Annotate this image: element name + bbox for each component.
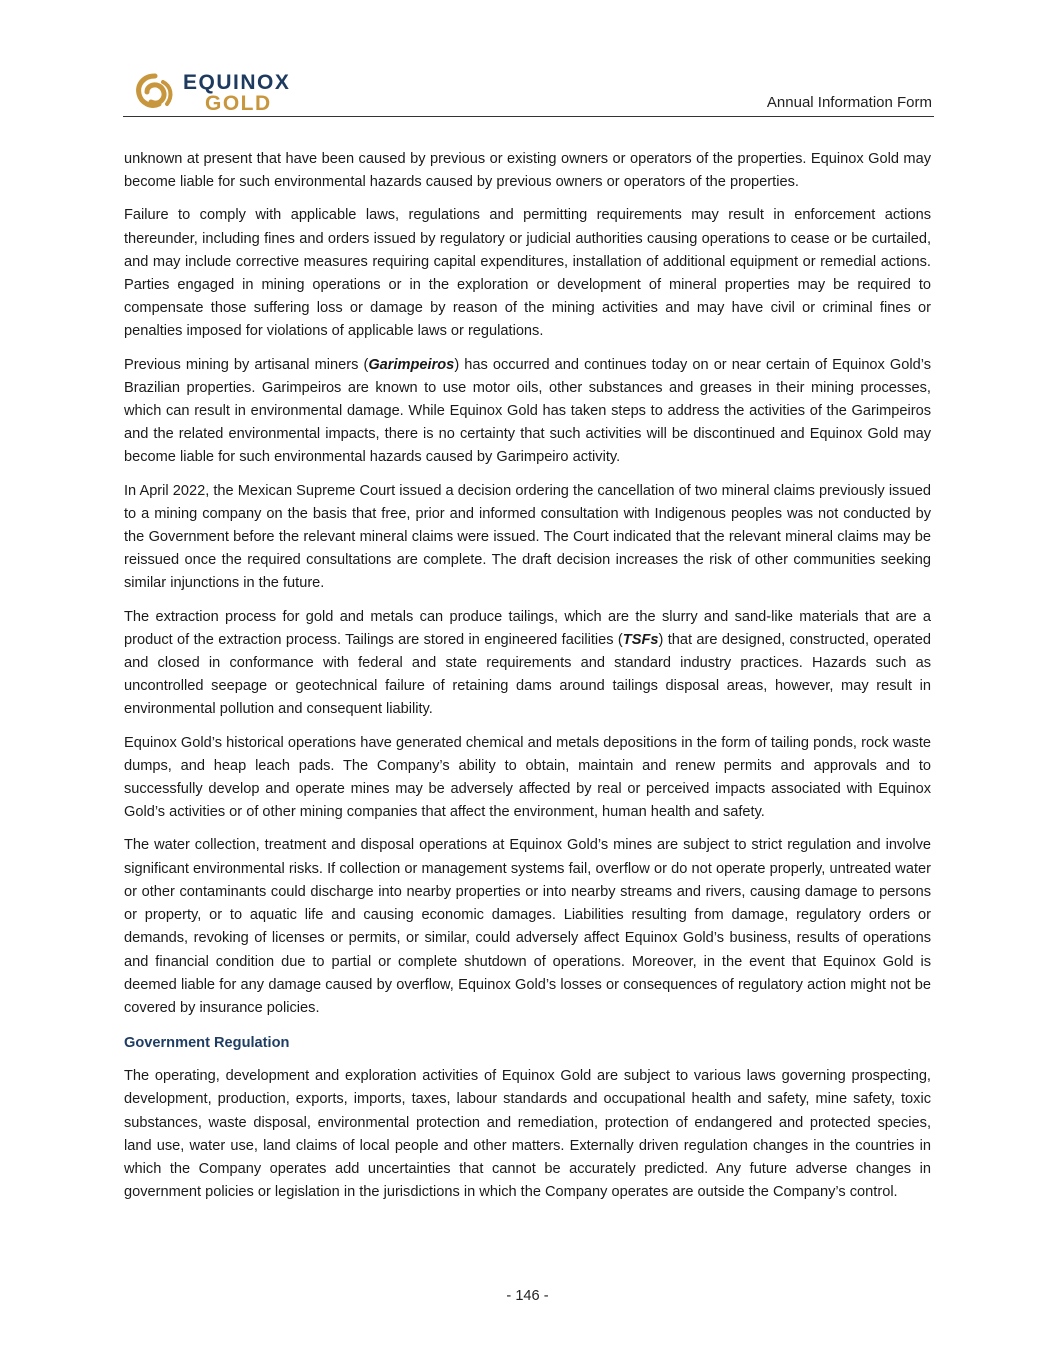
- logo-text-equinox: EQUINOX: [183, 71, 291, 94]
- section-heading-government-regulation: Government Regulation: [124, 1035, 290, 1052]
- document-title: Annual Information Form: [766, 94, 932, 111]
- paragraph-3-part-a: Previous mining by artisanal miners (: [124, 356, 369, 373]
- defined-term-tsfs: TSFs: [622, 631, 659, 648]
- page-header: [123, 70, 934, 117]
- paragraph-3-part-b: ) has occurred and continues today on or near certain of Equinox Gold’s Brazilian properties. Garimpeiros are known to use motor oils, other substances and greases in their mining processes, which can result in environmental damage. While Equinox Gold has taken steps to address the activities of the Garimpeiros and the related environmental impacts, there is no certainty that such activities will be discontinued and Equinox Gold may become liable for such environmental hazards caused by Garimpeiro activity.: [124, 356, 932, 466]
- logo-text-gold: GOLD: [205, 92, 272, 115]
- defined-term-garimpeiros: Garimpeiros: [368, 356, 455, 373]
- logo-swirl-icon: [133, 72, 177, 114]
- paragraph-7: The water collection, treatment and disposal operations at Equinox Gold’s mines are subject to strict regulation and involve significant environmental risks. If collection or management systems fail, overflow or do not operate properly, untreated water or other contaminants could discharge into nearby properties or into nearby streams and rivers, causing damage to persons or property, or to aquatic life and causing economic damages. Liabilities resulting from damage, regulatory orders or demands, revoking of licenses or permits, or similar, could adversely affect Equinox Gold’s business, results of operations and financial condition due to partial or complete shutdown of operations. Moreover, in the event that Equinox Gold is deemed liable for any damage caused by overflow, Equinox Gold’s losses or consequences of regulatory action might not be covered by insurance policies.: [124, 837, 931, 1016]
- paragraph-1: unknown at present that have been caused by previous or existing owners or operators of the properties. Equinox Gold may become liable for such environmental hazards caused by previous owners or operators of the properties.: [124, 151, 931, 191]
- paragraph-5-part-a: The extraction process for gold and metals can produce tailings, which are the slurry and sand-like materials that are a product of the extraction process. Tailings are stored in engineered facilities (: [124, 608, 931, 648]
- equinox-gold-logo: [133, 72, 303, 114]
- paragraph-6: Equinox Gold’s historical operations have generated chemical and metals depositions in the form of tailing ponds, rock waste dumps, and heap leach pads. The Company’s ability to obtain, maintain and renew permits and approvals and to successfully develop and operate mines may be adversely affected by real or perceived impacts associated with Equinox Gold’s activities or of other mining companies that affect the environment, human health and safety.: [124, 734, 931, 821]
- page-number: - 146 -: [506, 1288, 549, 1304]
- paragraph-3: [124, 354, 931, 470]
- paragraph-5-part-b: ) that are designed, constructed, operated and closed in conformance with federal and state requirements and standard industry practices. Hazards such as uncontrolled seepage or geotechnical failure of retaining dams around tailings disposal areas, however, may result in environmental pollution and consequent liability.: [124, 631, 932, 718]
- paragraph-8: The operating, development and exploration activities of Equinox Gold are subject to various laws governing prospecting, development, production, exports, imports, taxes, labour standards and occupational health and safety, mine safety, toxic substances, waste disposal, environmental protection and remediation, protection of endangered and protected species, land use, water use, land claims of local people and other matters. Externally driven regulation changes in the countries in which the Company operates add uncertainties that cannot be accurately predicted. Any future adverse changes in government policies or legislation in the jurisdictions in which the Company operates are outside the Company’s control.: [124, 1068, 931, 1201]
- paragraph-5: [124, 606, 931, 722]
- paragraph-4: In April 2022, the Mexican Supreme Court issued a decision ordering the cancellation of two mineral claims previously issued to a mining company on the basis that free, prior and informed consultation with Indigenous peoples was not conducted by the Government before the relevant mineral claims were issued. The Court indicated that the relevant mineral claims may be reissued once the required consultations are complete. The draft decision increases the risk of other communities seeking similar injunctions in the future.: [124, 482, 931, 592]
- paragraph-2: Failure to comply with applicable laws, regulations and permitting requirements may result in enforcement actions thereunder, including fines and orders issued by regulatory or judicial authorities causing operations to cease or be curtailed, and may include corrective measures requiring capital expenditures, installation of additional equipment or remedial actions. Parties engaged in mining operations or in the exploration or development of mineral properties may be required to compensate those suffering loss or damage by reason of the mining activities and may have civil or criminal fines or penalties imposed for violations of applicable laws or regulations.: [124, 207, 931, 340]
- page-body: [124, 148, 931, 1214]
